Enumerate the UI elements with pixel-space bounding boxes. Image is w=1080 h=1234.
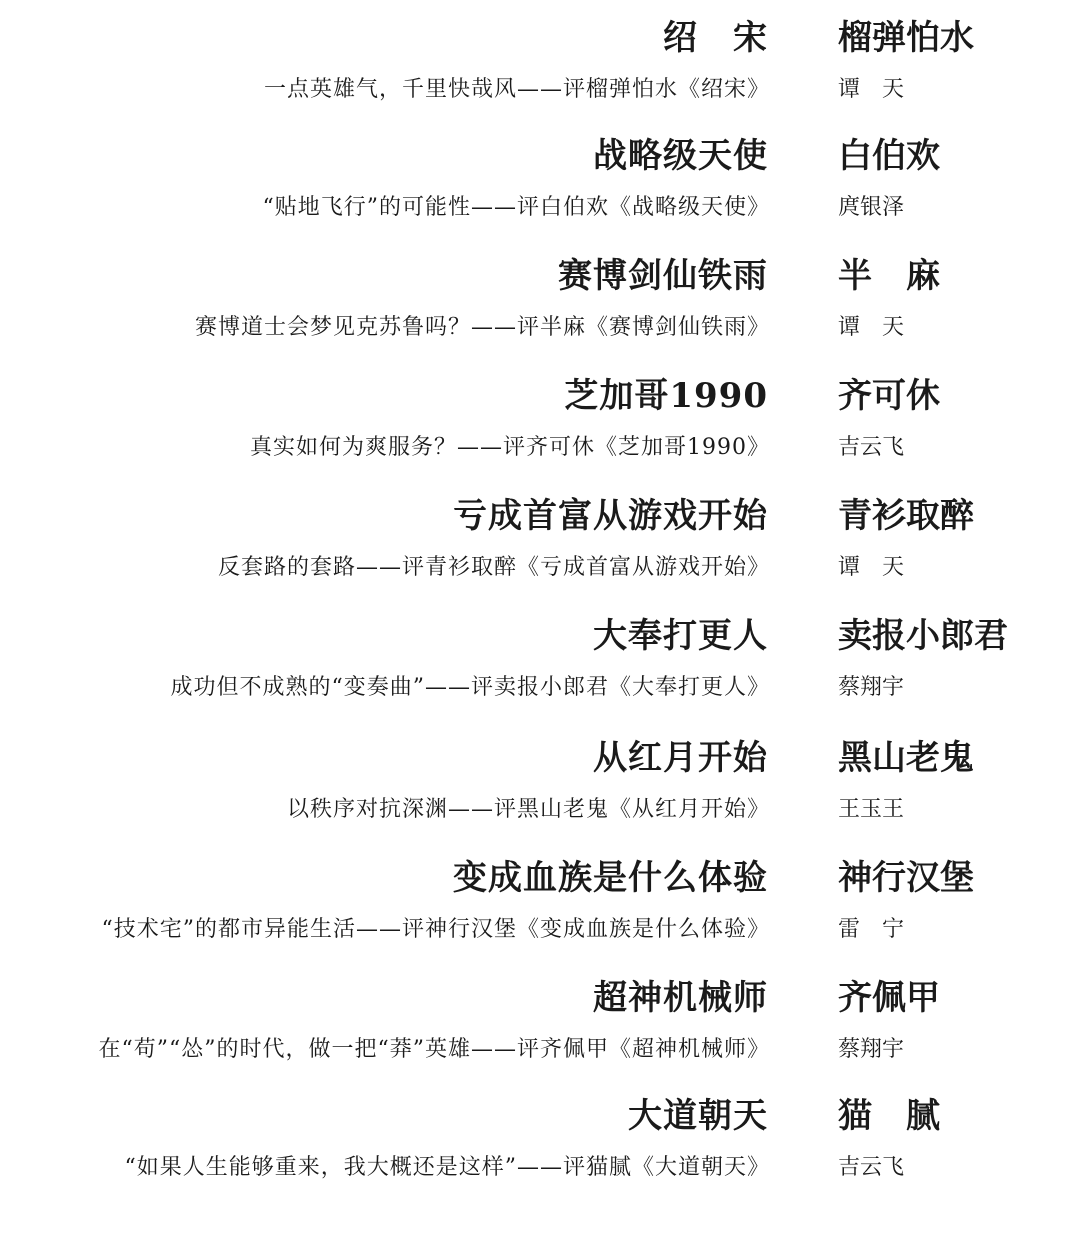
list-item (0, 12, 1080, 132)
list-item (0, 130, 1080, 250)
work-title: 超神机械师 (593, 978, 768, 1018)
reviewer-name: 蔡翔宇 (838, 675, 905, 700)
review-title: 以秩序对抗深渊——评黑山老鬼《从红月开始》 (286, 797, 770, 822)
review-title: 一点英雄气，千里快哉风——评榴弹怕水《绍宋》 (263, 77, 770, 102)
review-title: 成功但不成熟的“变奏曲”——评卖报小郎君《大奉打更人》 (170, 675, 770, 700)
list-item (0, 370, 1080, 490)
review-title: “技术宅”的都市异能生活——评神行汉堡《变成血族是什么体验》 (101, 917, 770, 942)
reviewer-name: 谭 天 (838, 315, 905, 340)
review-title: 反套路的套路——评青衫取醉《亏成首富从游戏开始》 (217, 555, 770, 580)
reviewer-name: 庹银泽 (838, 195, 905, 220)
work-author: 猫 腻 (838, 1096, 940, 1136)
work-author: 青衫取醉 (838, 496, 974, 536)
work-title: 芝加哥1990 (564, 376, 768, 416)
review-title: 在“苟”“怂”的时代，做一把“莽”英雄——评齐佩甲《超神机械师》 (98, 1037, 770, 1062)
work-author: 神行汉堡 (838, 858, 974, 898)
list-item (0, 852, 1080, 972)
work-author: 半 麻 (838, 256, 940, 296)
review-title: “如果人生能够重来，我大概还是这样”——评猫腻《大道朝天》 (124, 1155, 770, 1180)
work-title: 变成血族是什么体验 (453, 858, 768, 898)
review-title: “贴地飞行”的可能性——评白伯欢《战略级天使》 (262, 195, 770, 220)
reviewer-name: 谭 天 (838, 77, 905, 102)
review-title: 赛博道士会梦见克苏鲁吗？——评半麻《赛博剑仙铁雨》 (194, 315, 770, 340)
list-item (0, 732, 1080, 852)
reviewer-name: 吉云飞 (838, 1155, 905, 1180)
list-item (0, 610, 1080, 730)
reviewer-name: 雷 宁 (838, 917, 905, 942)
work-title: 从红月开始 (593, 738, 768, 778)
review-title: 真实如何为爽服务？——评齐可休《芝加哥1990》 (250, 435, 770, 460)
work-author: 榴弹怕水 (838, 18, 974, 58)
work-author: 齐可休 (838, 376, 940, 416)
list-item (0, 250, 1080, 370)
work-author: 齐佩甲 (838, 978, 940, 1018)
reviewer-name: 谭 天 (838, 555, 905, 580)
reviewer-name: 蔡翔宇 (838, 1037, 905, 1062)
list-item (0, 972, 1080, 1092)
reviewer-name: 王玉王 (838, 797, 905, 822)
work-title: 大奉打更人 (593, 616, 768, 656)
work-title: 赛博剑仙铁雨 (558, 256, 768, 296)
work-author: 白伯欢 (838, 136, 940, 176)
work-title: 绍 宋 (663, 18, 768, 58)
work-title: 亏成首富从游戏开始 (453, 496, 768, 536)
work-author: 黑山老鬼 (838, 738, 974, 778)
work-title: 战略级天使 (593, 136, 768, 176)
work-author: 卖报小郎君 (838, 616, 1008, 656)
list-item (0, 490, 1080, 610)
work-title: 大道朝天 (628, 1096, 768, 1136)
list-item (0, 1090, 1080, 1210)
reviewer-name: 吉云飞 (838, 435, 905, 460)
